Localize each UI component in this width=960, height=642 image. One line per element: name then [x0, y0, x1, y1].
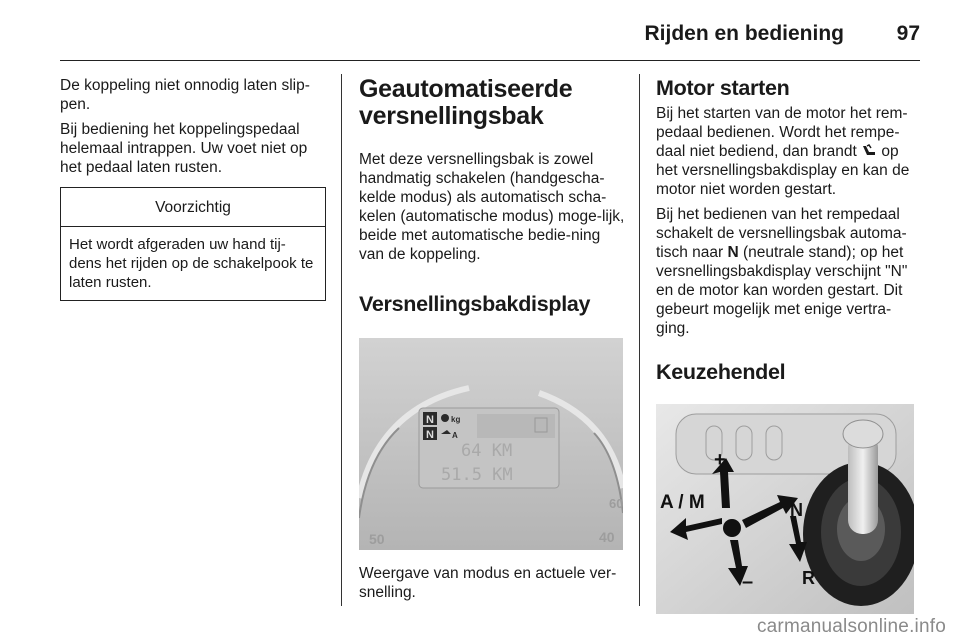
column-3 — [656, 76, 924, 614]
lever-r-label: R — [802, 568, 815, 588]
section-heading: Motor starten — [656, 76, 790, 100]
display-line-2: 51.5 KM — [441, 465, 513, 485]
column-2 — [359, 76, 625, 608]
sub-heading: Versnellingsbakdisplay — [359, 292, 591, 316]
sub-heading: Keuzehendel — [656, 360, 786, 384]
paragraph: Bij het starten van de motor het rem-pedaal bedienen. Wordt het rempe-daal niet bediend, dan brandt op het versnellingsbakdisplay en kan de motor niet worden gestart. — [656, 105, 910, 198]
column-divider — [639, 74, 640, 606]
gear-lever-image — [656, 404, 914, 614]
gearbox-display-image — [359, 338, 623, 550]
flower-icon — [441, 414, 449, 422]
paragraph: Bij het bedienen van het rempedaal schakelt de versnellingsbak automa-tisch naar N (neutrale stand); op het versnellingsbakdisplay verschijnt "N" en de motor kan worden gestart. Dit gebeurt mogelijk met enige vertra-ging. — [656, 206, 908, 337]
lever-minus-label: – — [742, 571, 754, 593]
display-scale-left: 50 — [369, 531, 385, 547]
lever-plus-label: + — [714, 449, 726, 471]
column-1 — [60, 76, 326, 301]
foot-brake-icon — [861, 144, 877, 158]
lever-n-label: N — [790, 500, 803, 520]
image-caption: Weergave van modus en actuele ver-snelling. — [359, 565, 617, 601]
display-scale-right: 40 — [599, 529, 615, 545]
paragraph: Met deze versnellingsbak is zowel handmatig schakelen (handgescha-kelde modus) als automatisch scha-kelen (automatische modus) moge-lijk, beide met automatische bedie-ning van de koppeling. — [359, 151, 625, 263]
warning-box — [60, 187, 326, 301]
display-mode-1: N — [426, 414, 434, 426]
header-title: Rijden en bediening — [644, 22, 844, 45]
display-scale-right-top: 60 — [609, 496, 623, 511]
paragraph: Bij bediening het koppelingspedaal helemaal intrappen. Uw voet niet op het pedaal laten rusten. — [60, 121, 308, 176]
display-line-1: 64 KM — [461, 441, 513, 461]
lever-am-label: A / M — [660, 492, 705, 513]
section-heading: Geautomatiseerde versnellingsbak — [359, 75, 573, 130]
column-divider — [341, 74, 342, 606]
watermark: carmanualsonline.info — [756, 616, 946, 637]
paragraph: De koppeling niet onnodig laten slip-pen. — [60, 77, 310, 113]
display-unit-kg: kg — [451, 415, 461, 424]
page-header — [60, 14, 920, 61]
warning-title: Voorzichtig — [61, 188, 325, 227]
display-unit-a: A — [452, 431, 458, 440]
page-number: 97 — [896, 22, 920, 45]
display-mode-2: N — [426, 429, 434, 441]
warning-text: Het wordt afgeraden uw hand tij-dens het rijden op de schakelpook te laten rusten. — [69, 236, 314, 291]
lever-center-dot — [723, 519, 741, 537]
